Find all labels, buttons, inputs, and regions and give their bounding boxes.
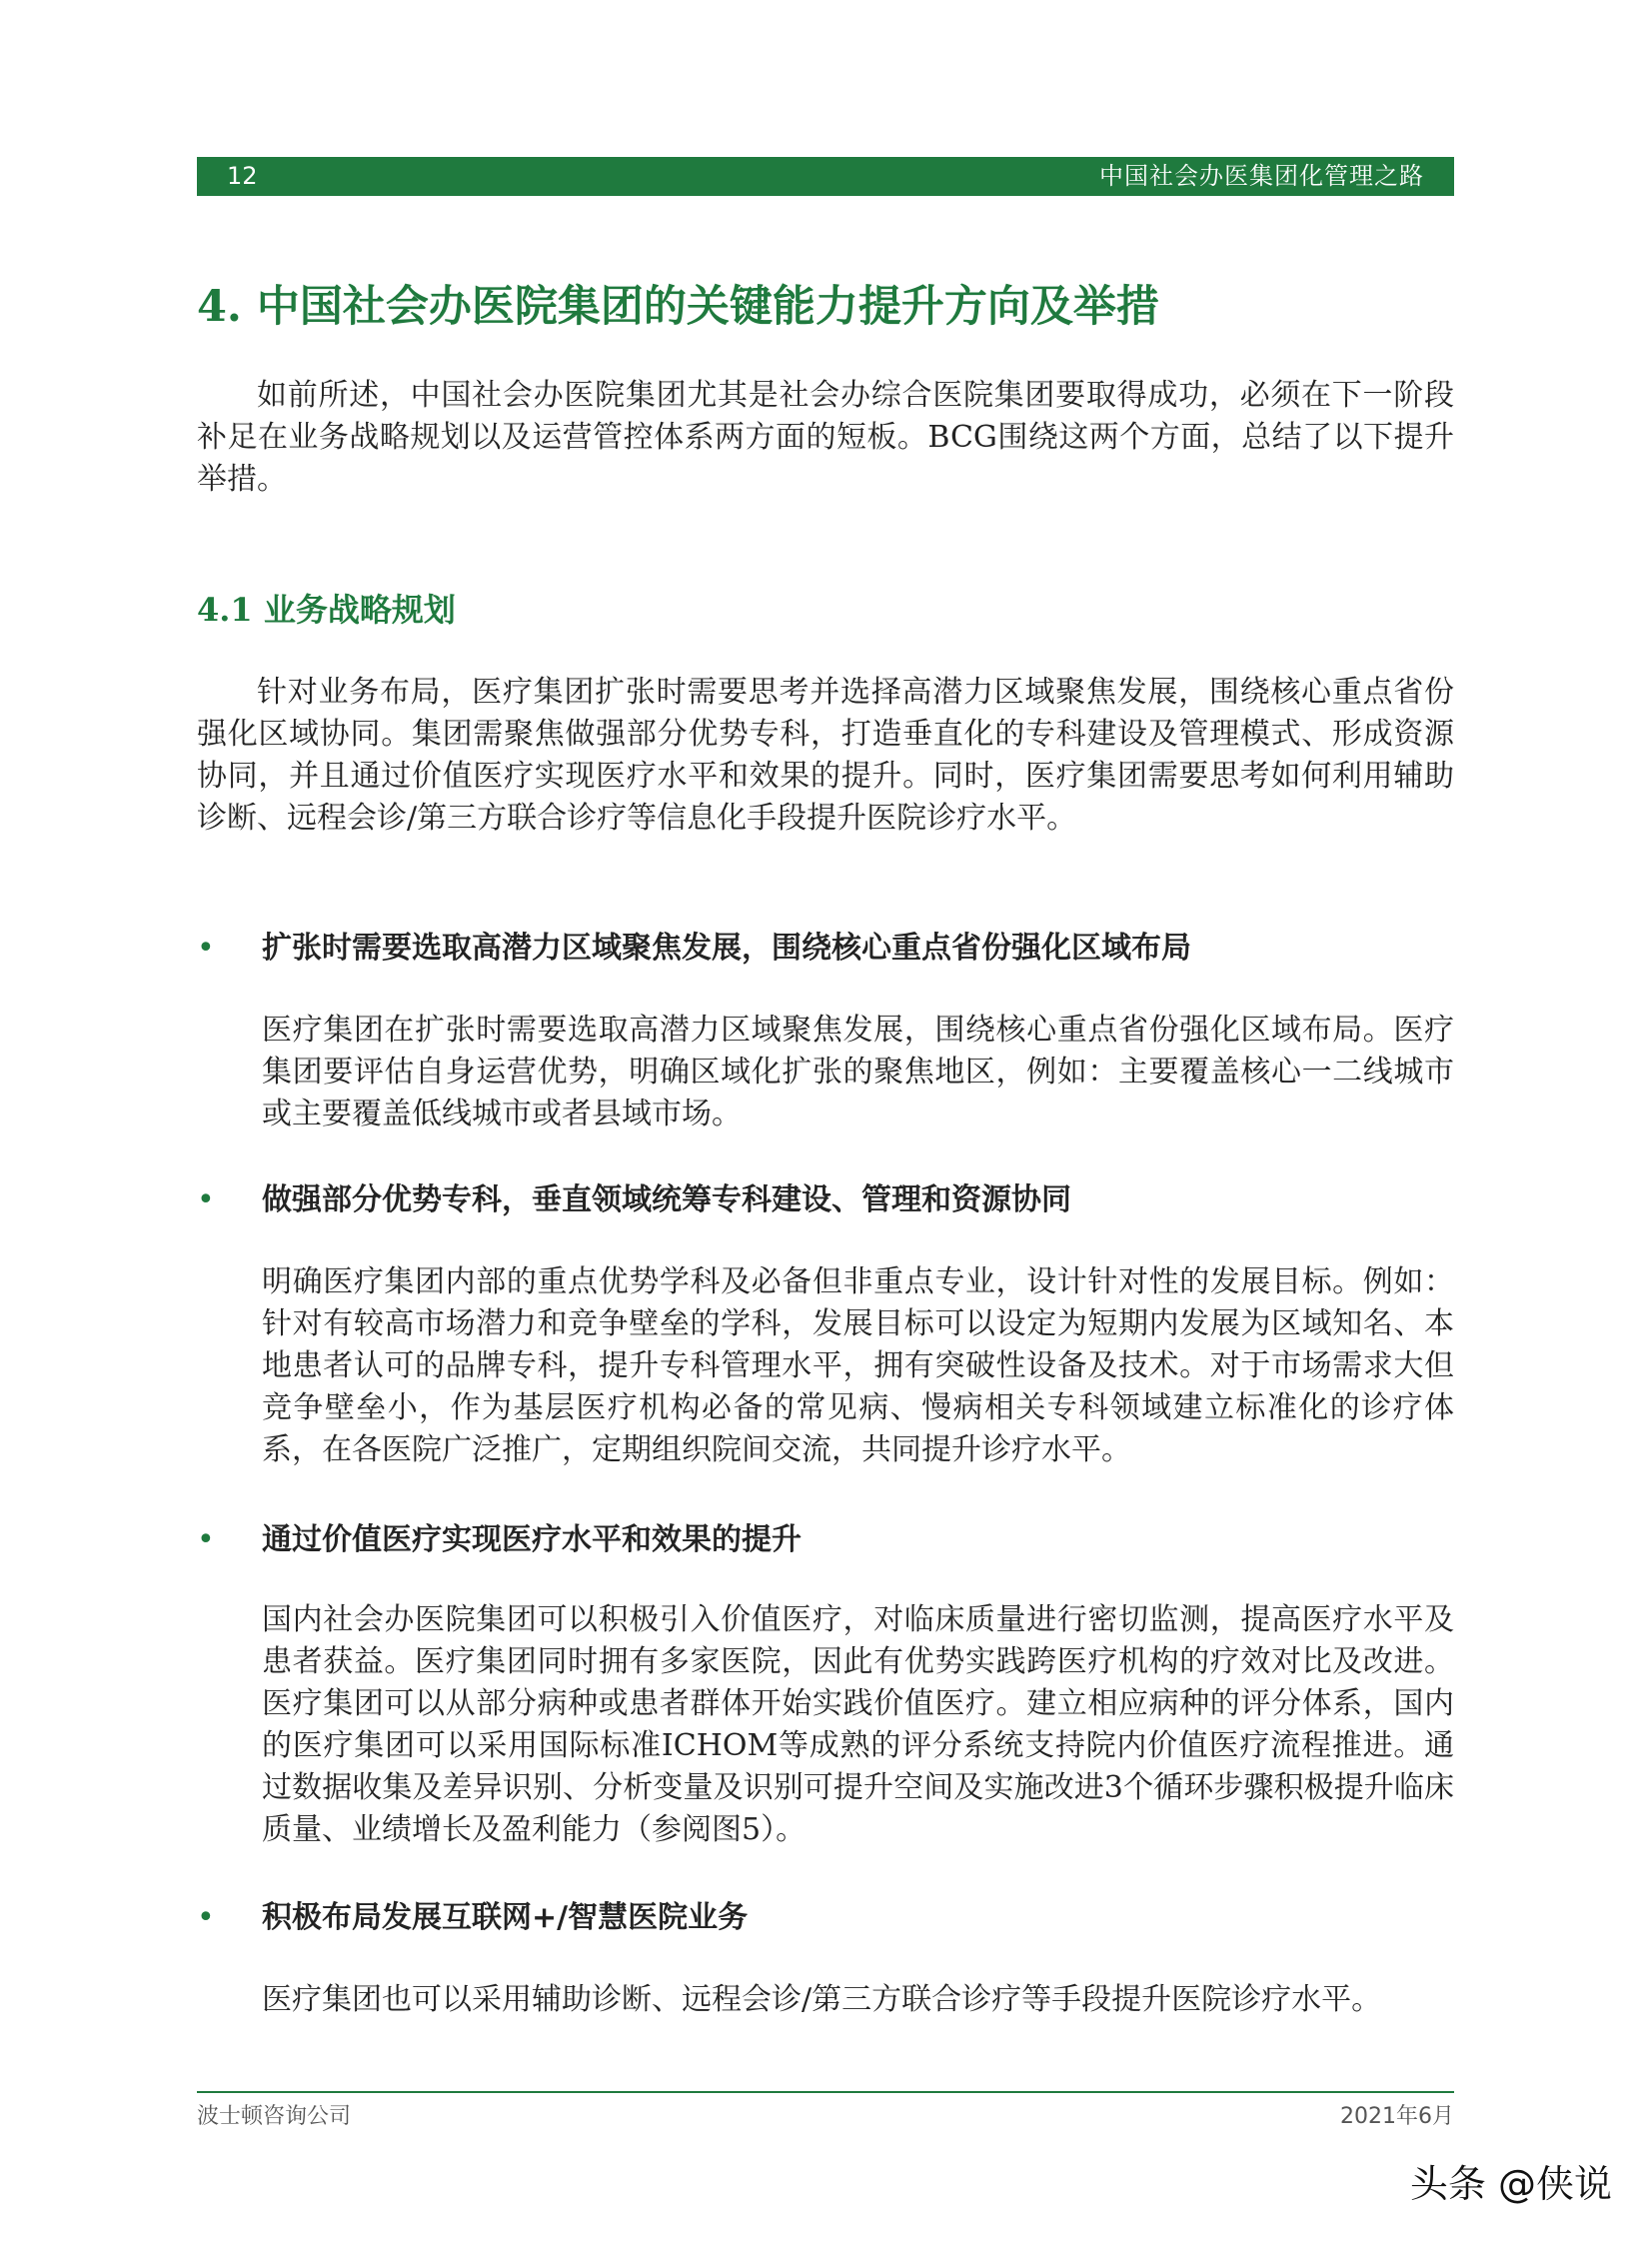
bullet-title: 通过价值医疗实现医疗水平和效果的提升 — [262, 1522, 802, 1557]
footer-rule — [197, 2091, 1454, 2093]
bullet-title: 扩张时需要选取高潜力区域聚焦发展，围绕核心重点省份强化区域布局 — [262, 931, 1191, 966]
footer-publisher: 波士顿咨询公司 — [197, 2104, 352, 2129]
bullet-icon: • — [197, 931, 215, 966]
bullet-icon: • — [197, 1182, 215, 1217]
bullet-icon: • — [197, 1522, 215, 1557]
bullet-body: 明确医疗集团内部的重点优势学科及必备但非重点专业，设计针对性的发展目标。例如：针对有较高市场潜力和竞争壁垒的学科，发展目标可以设定为短期内发展为区域知名、本地患者认可的品牌专科，提升专科管理水平，拥有突破性设备及技术。对于市场需求大但竞争壁垒小，作为基层医疗机构必备的常见病、慢病相关专科领域建立标准化的诊疗体系，在各医院广泛推广，定期组织院间交流，共同提升诊疗水平。 — [262, 1264, 1454, 1467]
footer-date: 2021年6月 — [1340, 2104, 1454, 2129]
bullet-heading — [197, 1519, 1454, 1561]
page-number: 12 — [227, 162, 258, 190]
bullet-title: 积极布局发展互联网+/智慧医院业务 — [262, 1900, 749, 1935]
section-title: 4. 中国社会办医院集团的关键能力提升方向及举措 — [197, 282, 1159, 332]
subsection-paragraph: 针对业务布局，医疗集团扩张时需要思考并选择高潜力区域聚焦发展，围绕核心重点省份强化区域协同。集团需聚焦做强部分优势专科，打造垂直化的专科建设及管理模式、形成资源协同，并且通过价值医疗实现医疗水平和效果的提升。同时，医疗集团需要思考如何利用辅助诊断、远程会诊/第三方联合诊疗等信息化手段提升医院诊疗水平。 — [197, 675, 1454, 836]
bullet-body: 医疗集团在扩张时需要选取高潜力区域聚焦发展，围绕核心重点省份强化区域布局。医疗集团要评估自身运营优势，明确区域化扩张的聚焦地区，例如：主要覆盖核心一二线城市或主要覆盖低线城市或者县域市场。 — [262, 1013, 1454, 1131]
watermark: 头条 @侠说 — [1409, 2162, 1612, 2206]
bullet-icon: • — [197, 1900, 215, 1935]
bullet-heading — [197, 1897, 1454, 1939]
bullet-title: 做强部分优势专科，垂直领域统筹专科建设、管理和资源协同 — [262, 1182, 1071, 1217]
running-title: 中国社会办医集团化管理之路 — [1099, 162, 1424, 190]
bullet-heading — [197, 928, 1454, 970]
subsection-title: 4.1 业务战略规划 — [197, 591, 456, 629]
bullet-heading — [197, 1179, 1454, 1221]
intro-paragraph: 如前所述，中国社会办医院集团尤其是社会办综合医院集团要取得成功，必须在下一阶段补足在业务战略规划以及运营管控体系两方面的短板。BCG围绕这两个方面，总结了以下提升举措。 — [197, 378, 1454, 497]
bullet-body: 医疗集团也可以采用辅助诊断、远程会诊/第三方联合诊疗等手段提升医院诊疗水平。 — [262, 1982, 1382, 2017]
bullet-body: 国内社会办医院集团可以积极引入价值医疗，对临床质量进行密切监测，提高医疗水平及患者获益。医疗集团同时拥有多家医院，因此有优势实践跨医疗机构的疗效对比及改进。医疗集团可以从部分病种或患者群体开始实践价值医疗。建立相应病种的评分体系，国内的医疗集团可以采用国际标准ICHOM等成熟的评分系统支持院内价值医疗流程推进。通过数据收集及差异识别、分析变量及识别可提升空间及实施改进3个循环步骤积极提升临床质量、业绩增长及盈利能力（参阅图5）。 — [262, 1602, 1454, 1847]
header-bar — [197, 157, 1454, 196]
